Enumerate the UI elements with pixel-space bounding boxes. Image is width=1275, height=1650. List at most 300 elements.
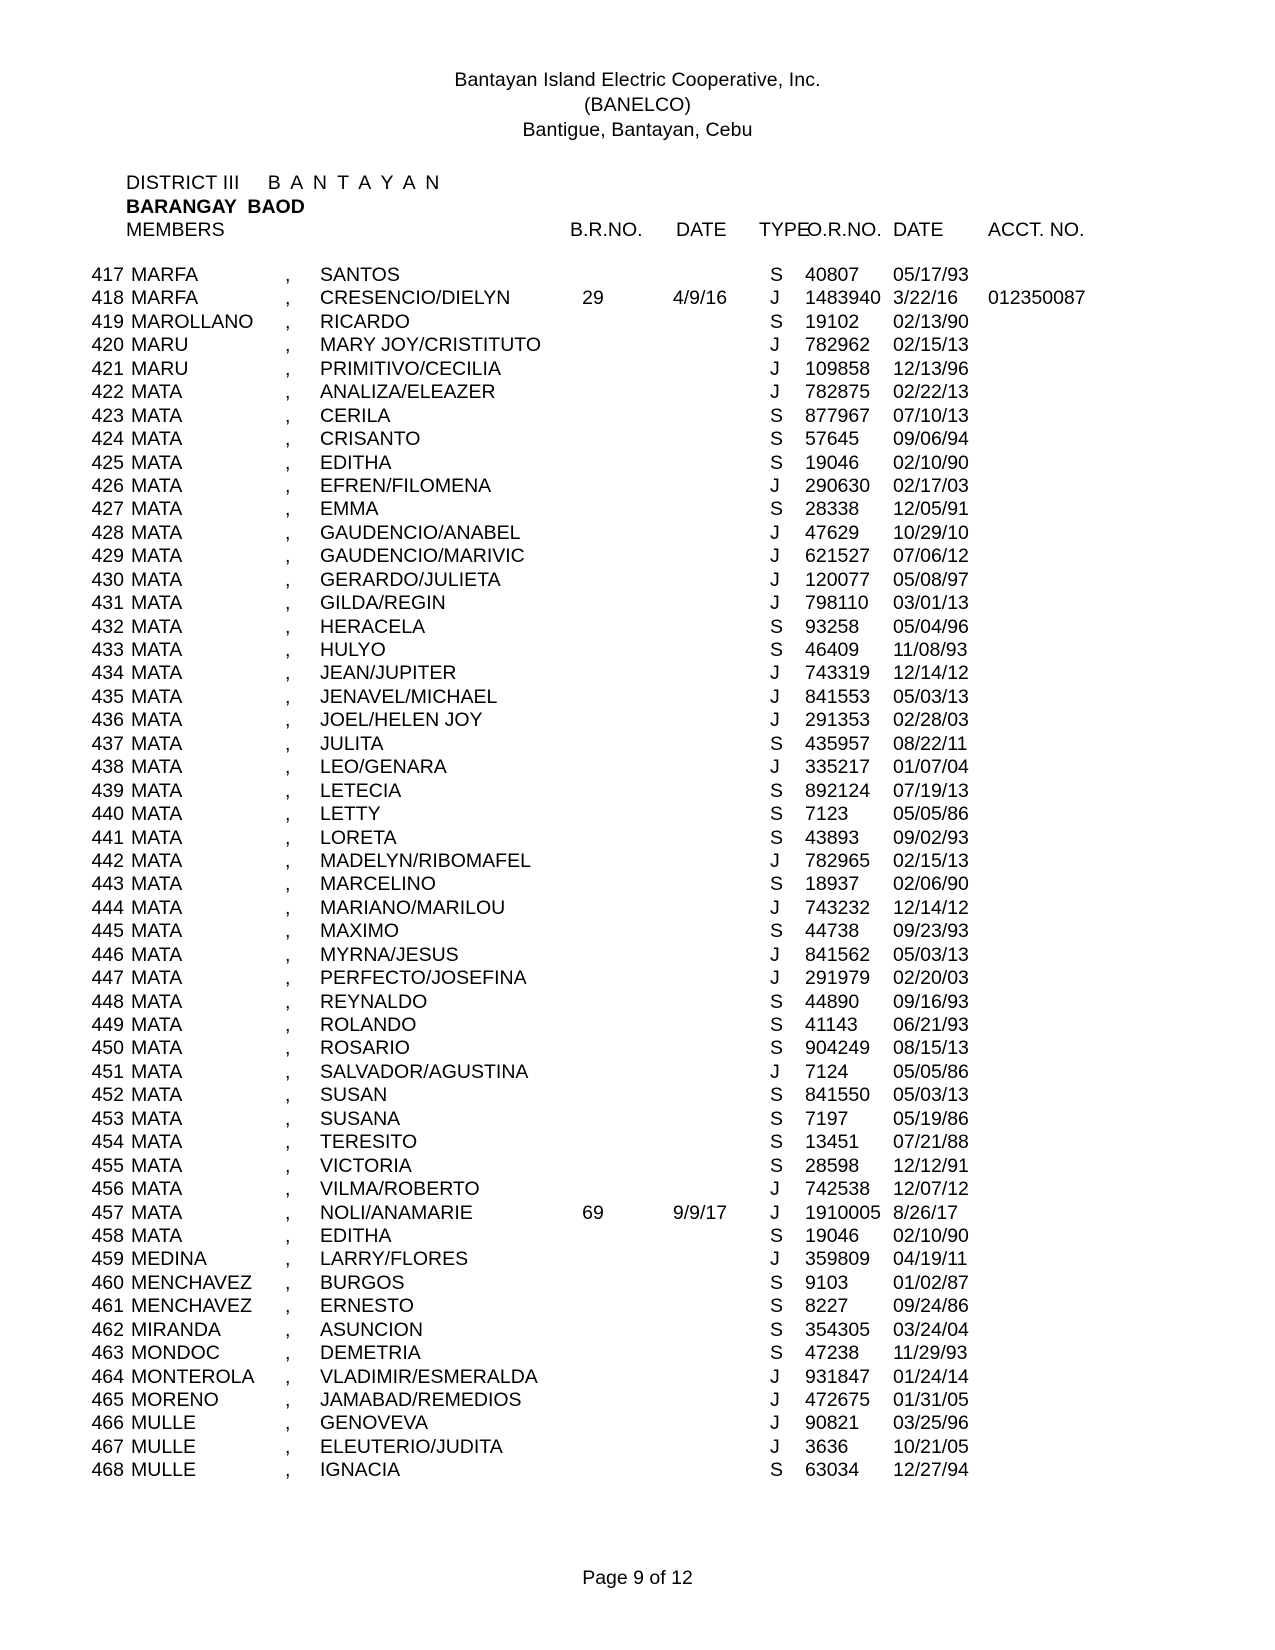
- cell-first-name: GAUDENCIO/ANABEL: [320, 521, 521, 544]
- cell-first-name: ELEUTERIO/JUDITA: [320, 1435, 503, 1458]
- cell-or-no: 47629: [805, 521, 860, 544]
- cell-or-no: 359809: [805, 1248, 871, 1271]
- cell-or-date: 03/01/13: [893, 592, 969, 615]
- cell-or-no: 120077: [805, 568, 871, 591]
- table-row: [0, 545, 1275, 568]
- cell-type: S: [770, 1295, 784, 1318]
- cell-last-name: MULLE: [131, 1412, 197, 1435]
- column-header-br-no: B.R.NO.: [570, 219, 643, 241]
- cell-row-index: 420: [91, 334, 124, 357]
- cell-or-date: 12/14/12: [893, 896, 969, 919]
- cell-first-name: NOLI/ANAMARIE: [320, 1201, 473, 1224]
- cell-or-date: 02/17/03: [893, 474, 969, 497]
- cell-or-date: 05/03/13: [893, 1084, 969, 1107]
- cell-or-no: 354305: [805, 1318, 871, 1341]
- cell-name-separator: ,: [285, 639, 291, 661]
- barangay-name: BAOD: [247, 195, 305, 218]
- cell-last-name: MATA: [131, 381, 183, 404]
- cell-or-no: 435957: [805, 732, 871, 755]
- cell-or-date: 01/07/04: [893, 756, 969, 779]
- cell-first-name: MARY JOY/CRISTITUTO: [320, 334, 542, 357]
- cell-or-date: 08/22/11: [893, 732, 968, 755]
- cell-or-date: 3/22/16: [893, 287, 959, 310]
- cell-first-name: MAXIMO: [320, 920, 400, 943]
- cell-type: S: [770, 1131, 784, 1154]
- table-row: [0, 873, 1275, 896]
- cell-last-name: MATA: [131, 451, 183, 474]
- cell-or-no: 44890: [805, 990, 860, 1013]
- cell-first-name: EDITHA: [320, 451, 392, 474]
- cell-or-no: 13451: [805, 1131, 860, 1154]
- cell-or-no: 47238: [805, 1342, 860, 1365]
- cell-or-no: 798110: [805, 592, 869, 615]
- cell-or-no: 621527: [805, 545, 871, 568]
- cell-or-date: 12/07/12: [893, 1178, 969, 1201]
- cell-type: J: [770, 1178, 780, 1201]
- cell-type: S: [770, 404, 784, 427]
- cell-row-index: 459: [91, 1248, 124, 1271]
- cell-or-date: 09/23/93: [893, 920, 969, 943]
- cell-last-name: MATA: [131, 920, 183, 943]
- cell-last-name: MATA: [131, 943, 183, 966]
- cell-name-separator: ,: [285, 849, 291, 872]
- column-header-br-date: DATE: [676, 219, 727, 241]
- table-row: [0, 1436, 1275, 1459]
- cell-or-date: 01/31/05: [893, 1389, 969, 1411]
- cell-name-separator: ,: [285, 615, 291, 638]
- cell-or-no: 19102: [805, 310, 860, 333]
- cell-or-date: 09/06/94: [893, 428, 969, 451]
- cell-or-date: 06/21/93: [893, 1014, 969, 1036]
- cell-first-name: JOEL/HELEN JOY: [320, 709, 483, 732]
- table-row: [0, 1061, 1275, 1084]
- cell-last-name: MATA: [131, 1084, 183, 1107]
- cell-name-separator: ,: [285, 1014, 291, 1036]
- table-row: [0, 358, 1275, 381]
- cell-row-index: 426: [91, 474, 124, 497]
- cell-or-date: 02/28/03: [893, 709, 969, 732]
- table-row: [0, 1178, 1275, 1201]
- cell-or-date: 02/10/90: [893, 451, 969, 474]
- cell-type: J: [770, 334, 780, 357]
- cell-row-index: 444: [91, 896, 124, 919]
- cell-name-separator: ,: [285, 685, 291, 708]
- cell-row-index: 467: [91, 1435, 124, 1458]
- cell-last-name: MATA: [131, 498, 183, 521]
- cell-or-date: 12/05/91: [893, 498, 969, 521]
- cell-name-separator: ,: [285, 381, 291, 404]
- cell-row-index: 439: [91, 779, 124, 802]
- cell-or-no: 9103: [805, 1271, 849, 1294]
- table-row: [0, 1108, 1275, 1131]
- cell-or-no: 7197: [805, 1107, 849, 1130]
- cell-or-no: 290630: [805, 474, 871, 497]
- cell-last-name: MENCHAVEZ: [131, 1295, 252, 1318]
- cell-row-index: 464: [91, 1365, 124, 1388]
- cell-or-date: 05/04/96: [893, 615, 969, 638]
- letterhead: [0, 0, 1275, 143]
- cell-row-index: 427: [91, 498, 124, 521]
- cell-first-name: BURGOS: [320, 1271, 405, 1294]
- cell-row-index: 428: [91, 521, 124, 544]
- cell-name-separator: ,: [285, 428, 291, 451]
- cell-first-name: MADELYN/RIBOMAFEL: [320, 849, 531, 872]
- cell-first-name: CRISANTO: [320, 428, 421, 451]
- cell-last-name: MATA: [131, 967, 183, 990]
- cell-type: J: [770, 849, 780, 872]
- cell-or-no: 782875: [805, 381, 871, 404]
- cell-last-name: MATA: [131, 849, 183, 872]
- cell-type: J: [770, 1201, 780, 1224]
- cell-name-separator: ,: [285, 1435, 291, 1458]
- cell-row-index: 438: [91, 756, 124, 779]
- cell-last-name: MATA: [131, 1224, 183, 1247]
- cell-name-separator: ,: [285, 1342, 291, 1365]
- cell-or-no: 3636: [805, 1435, 849, 1458]
- cell-type: J: [770, 474, 780, 497]
- cell-type: S: [770, 1224, 784, 1247]
- cell-last-name: MATA: [131, 1107, 183, 1130]
- cell-type: J: [770, 381, 780, 404]
- cell-or-no: 877967: [805, 404, 871, 427]
- cell-type: J: [770, 592, 780, 615]
- cell-name-separator: ,: [285, 1224, 291, 1247]
- cell-last-name: MONTEROLA: [131, 1365, 255, 1388]
- cell-or-no: 109858: [805, 357, 871, 380]
- cell-or-date: 08/15/13: [893, 1037, 969, 1060]
- cell-row-index: 436: [91, 709, 124, 732]
- column-header-members: MEMBERS: [126, 219, 225, 241]
- cell-or-date: 10/21/05: [893, 1435, 969, 1458]
- cell-or-date: 03/25/96: [893, 1412, 969, 1435]
- cell-first-name: ANALIZA/ELEAZER: [320, 381, 496, 404]
- cell-row-index: 460: [91, 1271, 124, 1294]
- cell-row-index: 448: [91, 990, 124, 1013]
- cell-row-index: 450: [91, 1037, 124, 1060]
- cell-first-name: PERFECTO/JOSEFINA: [320, 967, 527, 990]
- barangay-row: [126, 196, 1275, 220]
- cell-type: S: [770, 498, 784, 521]
- cell-last-name: MATA: [131, 428, 183, 451]
- cell-row-index: 468: [91, 1459, 124, 1482]
- cell-type: S: [770, 803, 784, 826]
- cell-or-date: 03/24/04: [893, 1318, 969, 1341]
- column-header-or-no: O.R.NO.: [807, 219, 882, 241]
- table-row: [0, 944, 1275, 967]
- cell-or-no: 892124: [805, 779, 871, 802]
- cell-or-date: 12/14/12: [893, 662, 969, 685]
- cell-type: S: [770, 990, 784, 1013]
- cell-or-date: 05/05/86: [893, 1060, 969, 1083]
- cell-first-name: SALVADOR/AGUSTINA: [320, 1060, 529, 1083]
- table-row: [0, 1155, 1275, 1178]
- cell-last-name: MARU: [131, 334, 189, 357]
- cell-or-date: 02/13/90: [893, 310, 969, 333]
- cell-row-index: 455: [91, 1154, 124, 1177]
- cell-type: J: [770, 685, 780, 708]
- cell-last-name: MATA: [131, 756, 183, 779]
- cell-last-name: MATA: [131, 1178, 183, 1201]
- cell-last-name: MARU: [131, 357, 189, 380]
- cell-row-index: 443: [91, 873, 124, 896]
- cell-name-separator: ,: [285, 451, 291, 474]
- cell-name-separator: ,: [285, 545, 291, 568]
- cell-name-separator: ,: [285, 357, 291, 380]
- cell-first-name: SUSAN: [320, 1084, 388, 1107]
- cell-or-date: 07/19/13: [893, 779, 969, 802]
- table-row: [0, 897, 1275, 920]
- cell-type: S: [770, 1271, 784, 1294]
- cell-first-name: MYRNA/JESUS: [320, 943, 459, 966]
- cell-type: J: [770, 756, 780, 779]
- barangay-gap: [237, 196, 248, 218]
- cell-last-name: MATA: [131, 1201, 183, 1224]
- cell-or-no: 57645: [805, 428, 860, 451]
- cell-br-date: 9/9/17: [672, 1201, 728, 1224]
- cell-first-name: JENAVEL/MICHAEL: [320, 685, 498, 708]
- cell-last-name: MONDOC: [131, 1342, 220, 1365]
- cell-type: S: [770, 1342, 784, 1365]
- cell-row-index: 431: [91, 592, 124, 615]
- cell-or-date: 01/24/14: [893, 1365, 969, 1388]
- cell-or-no: 1483940: [805, 287, 881, 310]
- cell-type: S: [770, 428, 784, 451]
- cell-name-separator: ,: [285, 1412, 291, 1435]
- cell-first-name: LEO/GENARA: [320, 756, 447, 779]
- cell-or-no: 782965: [805, 849, 871, 872]
- cell-last-name: MULLE: [131, 1459, 197, 1482]
- cell-row-index: 456: [91, 1178, 124, 1201]
- cell-br-date: 4/9/16: [672, 287, 728, 310]
- cell-last-name: MATA: [131, 1154, 183, 1177]
- cell-type: S: [770, 779, 784, 802]
- cell-type: S: [770, 1107, 784, 1130]
- table-row: [0, 991, 1275, 1014]
- cell-first-name: REYNALDO: [320, 990, 428, 1013]
- cell-or-date: 02/15/13: [893, 849, 969, 872]
- cell-name-separator: ,: [285, 1459, 291, 1482]
- cell-row-index: 461: [91, 1295, 124, 1318]
- cell-first-name: MARIANO/MARILOU: [320, 896, 506, 919]
- cell-or-date: 05/17/93: [893, 264, 969, 286]
- cell-first-name: RICARDO: [320, 310, 410, 333]
- table-row: [0, 662, 1275, 685]
- table-row: [0, 803, 1275, 826]
- table-row: [0, 1412, 1275, 1435]
- cell-type: J: [770, 709, 780, 732]
- cell-name-separator: ,: [285, 1389, 291, 1411]
- cell-name-separator: ,: [285, 779, 291, 802]
- cell-first-name: JEAN/JUPITER: [320, 662, 457, 685]
- cell-or-no: 19046: [805, 451, 860, 474]
- cell-or-no: 335217: [805, 756, 871, 779]
- cell-name-separator: ,: [285, 498, 291, 521]
- report-meta: [0, 172, 1275, 219]
- cell-acct-no: 012350087: [988, 287, 1086, 310]
- cell-last-name: MATA: [131, 709, 183, 732]
- table-row: [0, 1202, 1275, 1225]
- cell-first-name: CRESENCIO/DIELYN: [320, 287, 511, 310]
- cell-first-name: DEMETRIA: [320, 1342, 421, 1365]
- cell-or-date: 02/22/13: [893, 381, 969, 404]
- cell-type: J: [770, 568, 780, 591]
- cell-row-index: 463: [91, 1342, 124, 1365]
- cell-type: S: [770, 1014, 784, 1036]
- cell-or-no: 18937: [805, 873, 860, 896]
- cell-first-name: EMMA: [320, 498, 379, 521]
- cell-or-no: 63034: [805, 1459, 860, 1482]
- cell-or-date: 02/06/90: [893, 873, 969, 896]
- organization-address: Bantigue, Bantayan, Cebu: [522, 119, 753, 141]
- cell-or-no: 841562: [805, 943, 871, 966]
- cell-or-date: 01/02/87: [893, 1271, 969, 1294]
- table-row: [0, 1459, 1275, 1482]
- cell-first-name: JAMABAD/REMEDIOS: [320, 1389, 522, 1411]
- cell-name-separator: ,: [285, 310, 291, 333]
- table-row: [0, 334, 1275, 357]
- cell-last-name: MATA: [131, 779, 183, 802]
- cell-name-separator: ,: [285, 662, 291, 685]
- cell-name-separator: ,: [285, 404, 291, 427]
- cell-name-separator: ,: [285, 1365, 291, 1388]
- district-label: DISTRICT III: [126, 172, 240, 194]
- cell-name-separator: ,: [285, 756, 291, 779]
- cell-last-name: MATA: [131, 1131, 183, 1154]
- cell-last-name: MULLE: [131, 1435, 197, 1458]
- cell-last-name: MATA: [131, 826, 183, 849]
- cell-or-no: 41143: [805, 1014, 858, 1036]
- table-row: [0, 1342, 1275, 1365]
- cell-name-separator: ,: [285, 1295, 291, 1318]
- cell-name-separator: ,: [285, 1131, 291, 1154]
- cell-or-date: 12/13/96: [893, 357, 969, 380]
- cell-first-name: GENOVEVA: [320, 1412, 429, 1435]
- cell-last-name: MATA: [131, 803, 183, 826]
- table-row: [0, 1084, 1275, 1107]
- table-row: [0, 1389, 1275, 1412]
- table-row: [0, 1319, 1275, 1342]
- cell-row-index: 454: [91, 1131, 124, 1154]
- cell-first-name: LETECIA: [320, 779, 402, 802]
- cell-br-no: 29: [582, 287, 604, 310]
- cell-first-name: ASUNCION: [320, 1318, 423, 1341]
- cell-or-date: 8/26/17: [893, 1201, 959, 1224]
- cell-name-separator: ,: [285, 803, 291, 826]
- cell-first-name: PRIMITIVO/CECILIA: [320, 357, 501, 380]
- table-row: [0, 287, 1275, 310]
- cell-last-name: MEDINA: [131, 1248, 207, 1271]
- cell-name-separator: ,: [285, 1060, 291, 1083]
- cell-type: J: [770, 357, 780, 380]
- table-row: [0, 780, 1275, 803]
- members-table: [0, 264, 1275, 1483]
- cell-type: S: [770, 451, 784, 474]
- cell-name-separator: ,: [285, 568, 291, 591]
- cell-or-no: 472675: [805, 1389, 871, 1411]
- cell-type: S: [770, 873, 784, 896]
- cell-type: S: [770, 639, 784, 661]
- cell-row-index: 425: [91, 451, 124, 474]
- column-header-row: [0, 219, 1275, 243]
- cell-row-index: 418: [91, 287, 124, 310]
- cell-or-no: 8227: [805, 1295, 849, 1318]
- cell-or-date: 07/06/12: [893, 545, 969, 568]
- cell-or-date: 12/27/94: [893, 1459, 969, 1482]
- cell-or-no: 19046: [805, 1224, 860, 1247]
- cell-type: J: [770, 896, 780, 919]
- cell-name-separator: ,: [285, 264, 291, 286]
- cell-type: J: [770, 967, 780, 990]
- table-row: [0, 475, 1275, 498]
- cell-last-name: MATA: [131, 685, 183, 708]
- table-row: [0, 1272, 1275, 1295]
- cell-last-name: MORENO: [131, 1389, 219, 1411]
- cell-type: J: [770, 521, 780, 544]
- cell-or-no: 841550: [805, 1084, 871, 1107]
- cell-first-name: ERNESTO: [320, 1295, 414, 1318]
- column-header-type: TYPE: [759, 219, 810, 241]
- cell-first-name: VLADIMIR/ESMERALDA: [320, 1365, 538, 1388]
- cell-or-no: 291353: [805, 709, 871, 732]
- table-row: [0, 920, 1275, 943]
- cell-last-name: MATA: [131, 545, 183, 568]
- cell-row-index: 453: [91, 1107, 124, 1130]
- cell-row-index: 429: [91, 545, 124, 568]
- cell-or-date: 09/02/93: [893, 826, 969, 849]
- cell-last-name: MATA: [131, 873, 183, 896]
- table-row: [0, 522, 1275, 545]
- cell-or-date: 02/10/90: [893, 1224, 969, 1247]
- cell-or-no: 291979: [805, 967, 871, 990]
- cell-last-name: MARFA: [131, 264, 199, 286]
- cell-or-date: 07/10/13: [893, 404, 969, 427]
- cell-first-name: GAUDENCIO/MARIVIC: [320, 545, 525, 568]
- cell-name-separator: ,: [285, 709, 291, 732]
- table-row: [0, 709, 1275, 732]
- cell-last-name: MATA: [131, 592, 183, 615]
- cell-or-no: 1910005: [805, 1201, 881, 1224]
- cell-type: J: [770, 662, 780, 685]
- cell-row-index: 457: [91, 1201, 124, 1224]
- cell-first-name: GILDA/REGIN: [320, 592, 446, 615]
- organization-name: Bantayan Island Electric Cooperative, Inc.: [454, 69, 821, 91]
- cell-last-name: MATA: [131, 521, 183, 544]
- cell-name-separator: ,: [285, 873, 291, 896]
- cell-or-date: 11/29/93: [893, 1342, 968, 1365]
- page-footer: [0, 1567, 1275, 1590]
- cell-last-name: MATA: [131, 662, 183, 685]
- cell-name-separator: ,: [285, 943, 291, 966]
- cell-last-name: MAROLLANO: [131, 310, 254, 333]
- cell-first-name: JULITA: [320, 732, 384, 755]
- district-row: [126, 172, 1275, 196]
- cell-type: S: [770, 1084, 784, 1107]
- table-row: [0, 827, 1275, 850]
- cell-row-index: 441: [91, 826, 124, 849]
- cell-or-no: 90821: [805, 1412, 860, 1435]
- table-row: [0, 498, 1275, 521]
- table-row: [0, 639, 1275, 662]
- table-row: [0, 592, 1275, 615]
- cell-name-separator: ,: [285, 287, 291, 310]
- cell-type: S: [770, 264, 784, 286]
- cell-row-index: 437: [91, 732, 124, 755]
- table-row: [0, 1248, 1275, 1271]
- cell-or-no: 7123: [805, 803, 849, 826]
- cell-or-date: 05/05/86: [893, 803, 969, 826]
- cell-row-index: 433: [91, 639, 124, 661]
- cell-or-no: 40807: [805, 264, 860, 286]
